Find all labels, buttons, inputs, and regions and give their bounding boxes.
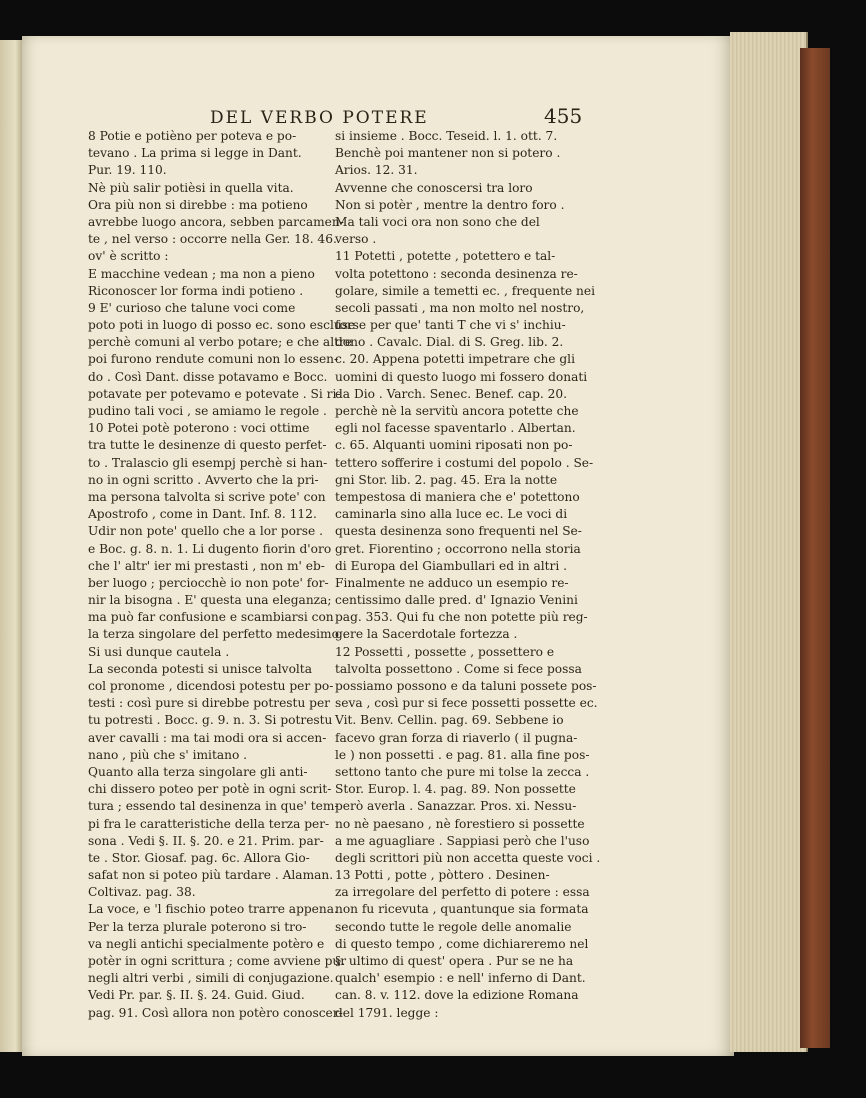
text-line: la terza singolare del perfetto medesimo . [88,627,347,642]
text-line: tevano . La prima si legge in Dant. [88,146,302,161]
text-line: va negli antichi specialmente potèro e [88,936,325,951]
text-line: gni Stor. lib. 2. pag. 45. Era la notte [335,472,558,487]
text-line: Si usi dunque cautela . [88,644,230,659]
text-line: gret. Fiorentino ; occorrono nella storia [335,541,581,556]
text-line: aver cavalli : ma tai modi ora si accen- [88,730,327,745]
right-column [335,128,601,1022]
text-line: Udir non pote' quello che a lor porse . [88,524,323,539]
text-line: settono tanto che pure mi tolse la zecca . [335,764,590,779]
text-line: qualch' esempio : e nell' inferno di Dant. [335,971,586,986]
text-line: 9 E' curioso che talune voci come [88,300,296,315]
text-line: talvolta possettono . Come si fece possa [335,661,582,676]
text-line: te . Stor. Giosaf. pag. 6c. Allora Gio- [88,850,310,865]
text-line: si insieme . Bocc. Teseid. l. 1. ott. 7. [335,129,558,143]
text-line: negli altri verbi , simili di conjugazione. [88,971,334,986]
text-line: poto poti in luogo di posso ec. sono escluse [88,318,356,333]
text-line: Benchè poi mantener non si potero . [335,146,561,161]
text-line: Vit. Benv. Cellin. pag. 69. Sebbene io [335,713,564,728]
text-line: che l' altr' ier mi prestasti , non m' eb- [88,558,325,573]
text-line: secoli passati , ma non molto nel nostro, [335,300,585,315]
text-line: chi dissero poteo per potè in ogni scrit- [88,782,332,797]
text-line: gere la Sacerdotale fortezza . [335,627,518,642]
text-line: can. 8. v. 112. dove la edizione Romana [335,988,579,1003]
page-edges [730,32,808,1052]
text-line: La seconda potesti si unisce talvolta [88,661,312,676]
text-line: do . Così Dant. disse potavamo e Bocc. [88,369,328,384]
text-line: testi : così pure si direbbe potrestu per [88,696,331,711]
text-line: ber luogo ; perciocchè io non pote' for- [88,575,329,590]
text-line: Vedi Pr. par. §. II. §. 24. Guid. Giud. [88,988,305,1003]
text-line: za irregolare del perfetto di potere : essa [335,885,590,900]
text-line: le ) non possetti . e pag. 81. alla fine pos- [335,747,590,762]
text-line: del 1791. legge : [335,1005,439,1020]
text-line: di Europa del Giambullari ed in altri . [335,558,568,573]
left-column [88,128,356,1022]
text-line: potavate per potevamo e potevate . Si ri- [88,386,341,401]
text-line: to . Tralascio gli esempj perchè si han- [88,455,328,470]
previous-page-edge [0,40,22,1052]
text-line: Ma tali voci ora non sono che del [335,214,540,229]
text-line: tettero sofferire i costumi del popolo . Se- [335,455,594,470]
text-line: da Dio . Varch. Senec. Benef. cap. 20. [335,386,568,401]
text-line: questa desinenza sono frequenti nel Se- [335,524,582,539]
text-line: pudino tali voci , se amiamo le regole . [88,404,327,418]
text-line: no nè paesano , nè forestiero si possette [335,816,585,831]
text-line: ov' è scritto : [88,249,169,264]
text-line: perchè comuni al verbo potare; e che altre [88,335,353,350]
text-line: Riconoscer lor forma indi potieno . [88,283,304,298]
text-line: Nè più salir potièsi in quella vita. [88,180,294,195]
text-line: perchè nè la servitù ancora potette che [335,404,579,418]
text-line: poi furono rendute comuni non lo essen- [88,352,339,367]
text-line: no in ogni scritto . Avverto che la pri- [88,472,319,487]
text-line: golare, simile a temetti ec. , frequente nei [335,283,596,298]
text-line: Avvenne che conoscersi tra loro [335,180,533,195]
text-line: Ora più non si direbbe : ma potieno [88,197,308,212]
text-line: Stor. Europ. l. 4. pag. 89. Non possette [335,782,576,797]
text-line: 13 Potti , potte , pòttero . Desinen- [335,868,550,883]
text-line: e Boc. g. 8. n. 1. Li dugento fiorin d'oro [88,541,332,556]
book-cover [800,48,830,1048]
text-line: nano , più che s' imitano . [88,747,248,762]
text-line: nir la bisogna . E' questa una eleganza; [88,593,332,608]
text-line: Arios. 12. 31. [335,163,418,178]
text-line: Per la terza plurale poterono si tro- [88,919,307,934]
running-head: DEL VERBO POTERE [210,108,429,128]
text-line: Finalmente ne adduco un esempio re- [335,575,569,590]
text-line: ma persona talvolta si scrive pote' con [88,489,326,504]
text-line: volta potettono : seconda desinenza re- [335,266,578,281]
text-line: pag. 353. Qui fu che non potette più reg- [335,610,588,625]
text-line: 8 Potie e potièno per poteva e po- [88,129,297,143]
text-line: c. 20. Appena potetti impetrare che gli [335,352,575,367]
text-line: di questo tempo , come dichiareremo nel [335,936,589,951]
text-line: pag. 91. Così allora non potèro conoscer- [88,1005,343,1020]
text-line: tu potresti . Bocc. g. 9. n. 3. Si potrestu [88,713,333,728]
text-line: potèr in ogni scrittura ; come avviene pur [88,954,347,968]
text-line: 11 Potetti , potette , potettero e tal- [335,249,556,264]
text-line: tura ; essendo tal desinenza in que' tem- [88,799,339,814]
text-line: però averla . Sanazzar. Pros. xi. Nessu- [335,799,577,814]
text-line: dono . Cavalc. Dial. di S. Greg. lib. 2. [335,335,564,350]
text-line: §. ultimo di quest' opera . Pur se ne ha [335,954,574,968]
text-line: egli nol facesse spaventarlo . Albertan. [335,421,576,436]
text-line: verso . [335,232,377,247]
text-line: degli scrittori più non accetta queste voci . [335,850,601,865]
text-line: ma può far confusione e scambiarsi con [88,610,334,625]
text-line: caminarla sino alla luce ec. Le voci di [335,507,568,522]
text-line: sona . Vedi §. II. §. 20. e 21. Prim. par- [88,833,324,848]
text-line: Apostrofo , come in Dant. Inf. 8. 112. [88,507,317,522]
text-line: 10 Potei potè poterono : voci ottime [88,421,310,436]
text-line: possiamo possono e da taluni possete pos- [335,679,597,693]
text-line: Quanto alla terza singolare gli anti- [88,764,308,779]
text-line: forse per que' tanti T che vi s' inchiu- [335,318,566,333]
text-line: avrebbe luogo ancora, sebben parcamen- [88,214,344,229]
text-line: Non si potèr , mentre la dentro foro . [335,197,565,212]
text-line: a me aguagliare . Sappiasi però che l'uso [335,833,590,848]
text-line: tempestosa di maniera che e' potettono [335,489,580,504]
text-line: centissimo dalle pred. d' Ignazio Venini [335,593,578,608]
text-line: Pur. 19. 110. [88,163,167,178]
text-line: non fu ricevuta , quantunque sia formata [335,902,589,917]
text-line: seva , così pur si fece possetti possette ec. [335,696,598,711]
text-line: La voce, e 'l fischio poteo trarre appena. [88,902,338,917]
text-line: c. 65. Alquanti uomini riposati non po- [335,438,573,453]
text-line: E macchine vedean ; ma non a pieno [88,266,315,281]
text-line: pi fra le caratteristiche della terza per- [88,816,330,831]
text-line: Coltivaz. pag. 38. [88,885,196,900]
text-line: safat non si poteo più tardare . Alaman. [88,868,334,883]
text-line: 12 Possetti , possette , possettero e [335,644,555,659]
text-line: te , nel verso : occorre nella Ger. 18. 46. [88,232,337,247]
text-line: facevo gran forza di riaverlo ( il pugna- [335,730,578,745]
text-line: uomini di questo luogo mi fossero donati [335,369,588,384]
text-line: col pronome , dicendosi potestu per po- [88,679,334,693]
page-number: 455 [544,104,583,128]
text-line: secondo tutte le regole delle anomalie [335,919,572,934]
text-line: tra tutte le desinenze di questo perfet- [88,438,327,453]
